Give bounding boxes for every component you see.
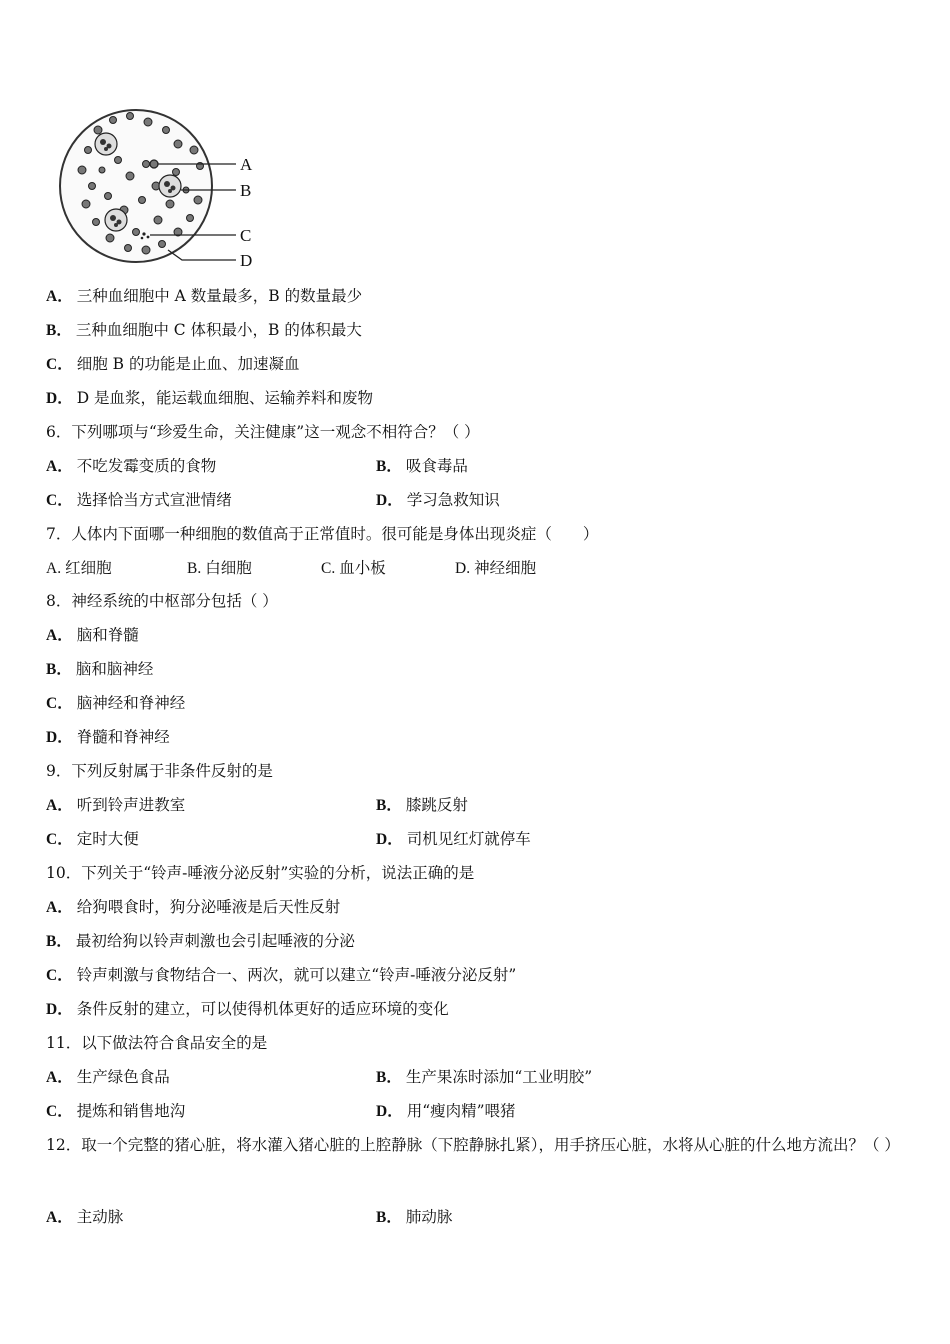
microscope-field-circle (60, 110, 212, 262)
q12-stem: 12．取一个完整的猪心脏，将水灌入猪心脏的上腔静脉（下腔静脉扎紧），用手挤压心脏，水将从心脏的什么地方流出？（ ） (46, 1136, 900, 1154)
q7-option-d: D. 神经细胞 (455, 559, 537, 577)
q6-option-b: B． 吸食毒品 (376, 457, 468, 475)
q12-option-b: B． 肺动脉 (376, 1208, 453, 1226)
q8-option-d: D． 脊髓和脊神经 (46, 728, 170, 746)
q10-option-b: B． 最初给狗以铃声刺激也会引起唾液的分泌 (46, 932, 355, 950)
q6-option-d: D． 学习急救知识 (376, 491, 500, 509)
q10-option-a: A． 给狗喂食时，狗分泌唾液是后天性反射 (46, 898, 341, 916)
figure-labels (240, 155, 253, 270)
label-d: D (240, 251, 253, 270)
q7-option-a: A. 红细胞 (46, 559, 112, 577)
q10-stem: 10．下列关于“铃声-唾液分泌反射”实验的分析，说法正确的是 (46, 864, 475, 882)
q7-option-b: B. 白细胞 (187, 559, 252, 577)
label-c: C (240, 226, 252, 245)
q9-option-d: D． 司机见红灯就停车 (376, 830, 531, 848)
q9-option-a: A． 听到铃声进教室 (46, 796, 186, 814)
q5-option-b: B． 三种血细胞中 C 体积最小，B 的体积最大 (46, 321, 362, 339)
q5-option-c: C． 细胞 B 的功能是止血、加速凝血 (46, 355, 300, 373)
q6-option-a: A． 不吃发霉变质的食物 (46, 457, 217, 475)
label-a: A (240, 155, 253, 174)
q10-option-d: D． 条件反射的建立，可以使得机体更好的适应环境的变化 (46, 1000, 449, 1018)
q5-option-a: A． 三种血细胞中 A 数量最多，B 的数量最少 (46, 287, 363, 305)
q11-option-d: D． 用“瘦肉精”喂猪 (376, 1102, 516, 1120)
q9-option-b: B． 膝跳反射 (376, 796, 468, 814)
q6-option-c: C． 选择恰当方式宣泄情绪 (46, 491, 232, 509)
label-b: B (240, 181, 252, 200)
q11-option-b: B． 生产果冻时添加“工业明胶” (376, 1068, 593, 1086)
q8-option-b: B． 脑和脑神经 (46, 660, 154, 678)
q7-option-c: C. 血小板 (321, 559, 386, 577)
q6-stem: 6．下列哪项与“珍爱生命，关注健康”这一观念不相符合？（ ） (46, 423, 480, 441)
q11-option-a: A． 生产绿色食品 (46, 1068, 170, 1086)
q11-stem: 11．以下做法符合食品安全的是 (46, 1034, 268, 1052)
q9-option-c: C． 定时大便 (46, 830, 139, 848)
blood-cell-figure (58, 100, 268, 272)
q7-stem: 7．人体内下面哪一种细胞的数值高于正常值时。很可能是身体出现炎症（ ） (46, 525, 599, 543)
q9-stem: 9．下列反射属于非条件反射的是 (46, 762, 273, 780)
q8-option-a: A． 脑和脊髓 (46, 626, 139, 644)
q10-option-c: C． 铃声刺激与食物结合一、两次，就可以建立“铃声-唾液分泌反射” (46, 966, 517, 984)
q12-option-a: A． 主动脉 (46, 1208, 124, 1226)
q11-option-c: C． 提炼和销售地沟 (46, 1102, 186, 1120)
q8-stem: 8．神经系统的中枢部分包括（ ） (46, 592, 278, 610)
q8-option-c: C． 脑神经和脊神经 (46, 694, 186, 712)
q5-option-d: D． D 是血浆，能运载血细胞、运输养料和废物 (46, 389, 374, 407)
